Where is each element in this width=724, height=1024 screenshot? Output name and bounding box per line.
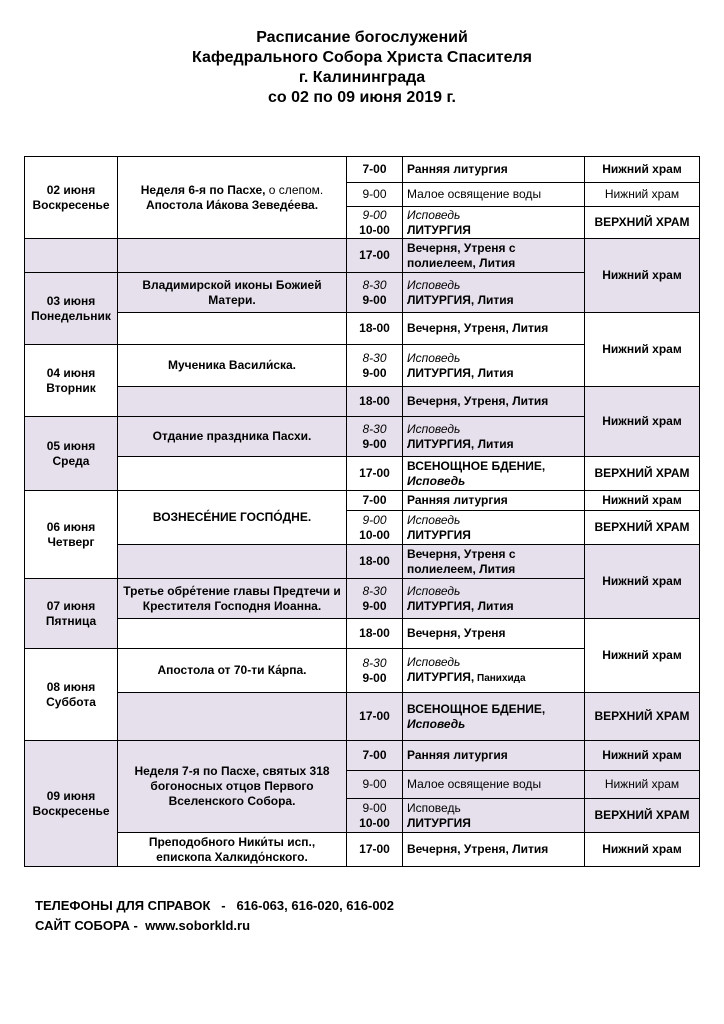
feast-cell: Владимирской иконы Божией Матери.	[118, 273, 347, 313]
table-row	[25, 457, 700, 491]
service-cell: ВСЕНОЩНОЕ БДЕНИЕ, Исповедь	[403, 457, 585, 491]
phones-label: ТЕЛЕФОНЫ ДЛЯ СПРАВОК -	[35, 898, 237, 913]
day-weekday: Вторник	[46, 380, 96, 395]
place-cell: Нижний храм	[585, 313, 700, 387]
site-label: САЙТ СОБОРА -	[35, 918, 146, 933]
day-cell	[25, 579, 118, 649]
time-cell: 9-00 10-00	[347, 511, 403, 545]
time-cell: 17-00	[347, 457, 403, 491]
page-title	[0, 28, 724, 108]
service-cell: Вечерня, Утреня	[403, 619, 585, 649]
place-cell: Нижний храм	[585, 545, 700, 619]
day-weekday: Четверг	[47, 534, 95, 549]
day-date: 09 июня	[46, 788, 96, 803]
service-cell: Исповедь ЛИТУРГИЯ	[403, 799, 585, 833]
footer-contacts	[35, 896, 394, 936]
day-date: 04 июня	[46, 365, 96, 380]
table-row	[25, 693, 700, 741]
day-cell	[25, 345, 118, 417]
time-cell: 7-00	[347, 157, 403, 183]
table-row	[25, 619, 700, 649]
day-cell	[25, 491, 118, 579]
place-cell: ВЕРХНИЙ ХРАМ	[585, 207, 700, 239]
day-weekday: Пятница	[45, 613, 97, 628]
place-cell: Нижний храм	[585, 157, 700, 183]
site-line	[35, 916, 394, 936]
service-cell: Ранняя литургия	[403, 157, 585, 183]
day-date: 06 июня	[46, 519, 96, 534]
day-date: 07 июня	[46, 598, 96, 613]
title-line-3: г. Калининграда	[298, 69, 426, 86]
table-row	[25, 387, 700, 417]
time-cell: 9-00 10-00	[347, 799, 403, 833]
title-line-1: Расписание богослужений	[256, 29, 468, 46]
title-line-4: со 02 по 09 июня 2019 г.	[268, 89, 456, 106]
schedule-table	[24, 156, 700, 867]
place-cell: ВЕРХНИЙ ХРАМ	[585, 457, 700, 491]
table-row	[25, 491, 700, 511]
day-date: 02 июня	[46, 182, 96, 197]
time-cell: 18-00	[347, 387, 403, 417]
time-cell: 7-00	[347, 491, 403, 511]
time-cell: 9-00	[362, 187, 387, 201]
feast-cell: Апостола от 70-ти Ка́рпа.	[118, 649, 347, 693]
service-cell: Малое освящение воды	[403, 183, 585, 207]
phones-line	[35, 896, 394, 916]
day-weekday: Среда	[52, 453, 90, 468]
feast-text: о слепом.	[265, 182, 324, 197]
service-cell: Исповедь ЛИТУРГИЯ	[403, 207, 585, 239]
day-cell	[25, 273, 118, 345]
day-date: 03 июня	[46, 293, 96, 308]
time-cell: 18-00	[347, 545, 403, 579]
time-cell: 17-00	[347, 693, 403, 741]
feast-cell: Преподобного Ники́ты исп., епископа Халкидо́нского.	[118, 833, 347, 867]
feast-cell: Неделя 7-я по Пасхе, святых 318 богоносных отцов Первого Вселенского Собора.	[118, 741, 347, 833]
service-cell: Вечерня, Утреня, Лития	[403, 833, 585, 867]
day-cell	[25, 157, 118, 239]
table-row	[25, 833, 700, 867]
time-cell: 8-30 9-00	[347, 417, 403, 457]
time-cell: 8-30 9-00	[347, 273, 403, 313]
service-cell: Исповедь ЛИТУРГИЯ, Лития	[403, 579, 585, 619]
service-cell: Вечерня, Утреня с полиелеем, Лития	[403, 545, 585, 579]
day-weekday: Воскресенье	[32, 197, 110, 212]
service-cell: Малое освящение воды	[403, 771, 585, 799]
place-cell: Нижний храм	[585, 387, 700, 457]
place-cell: Нижний храм	[604, 187, 680, 201]
table-row	[25, 157, 700, 183]
place-cell: Нижний храм	[585, 491, 700, 511]
place-cell: Нижний храм	[585, 619, 700, 693]
place-cell: Нижний храм	[585, 239, 700, 313]
service-cell: Исповедь ЛИТУРГИЯ, Панихида	[403, 649, 585, 693]
place-cell: ВЕРХНИЙ ХРАМ	[585, 511, 700, 545]
service-cell: Вечерня, Утреня с полиелеем, Лития	[403, 239, 585, 273]
table-row	[25, 239, 700, 273]
service-cell: Исповедь ЛИТУРГИЯ, Лития	[403, 345, 585, 387]
feast-cell: ВОЗНЕСЕ́НИЕ ГОСПО́ДНЕ.	[118, 491, 347, 545]
time-cell: 18-00	[347, 619, 403, 649]
service-cell: ВСЕНОЩНОЕ БДЕНИЕ, Исповедь	[403, 693, 585, 741]
table-row	[25, 313, 700, 345]
time-cell: 8-30 9-00	[347, 579, 403, 619]
feast-cell: Отдание праздника Пасхи.	[118, 417, 347, 457]
day-weekday: Суббота	[46, 694, 96, 709]
feast-cell: Мученика Васили́ска.	[118, 345, 347, 387]
site-link[interactable]: www.soborkld.ru	[145, 918, 251, 933]
feast-text: Апостола Иа́кова Зеведе́ева.	[145, 197, 319, 212]
day-weekday: Понедельник	[31, 308, 111, 323]
feast-cell: Третье обре́тение главы Предтечи и Крестителя Господня Иоанна.	[118, 579, 347, 619]
feast-cell	[118, 157, 347, 239]
day-weekday: Воскресенье	[32, 803, 110, 818]
time-cell: 9-00 10-00	[347, 207, 403, 239]
title-line-2: Кафедрального Собора Христа Спасителя	[191, 49, 533, 66]
phones-value: 616-063, 616-020, 616-002	[236, 898, 395, 913]
service-cell: Исповедь ЛИТУРГИЯ	[403, 511, 585, 545]
time-cell: 9-00	[362, 777, 387, 791]
place-cell: Нижний храм	[585, 833, 700, 867]
time-cell: 7-00	[347, 741, 403, 771]
day-cell	[25, 741, 118, 867]
service-cell: Исповедь ЛИТУРГИЯ, Лития	[403, 417, 585, 457]
service-cell: Вечерня, Утреня, Лития	[403, 313, 585, 345]
time-cell: 17-00	[347, 239, 403, 273]
day-date: 08 июня	[46, 679, 96, 694]
time-cell: 18-00	[347, 313, 403, 345]
table-row	[25, 545, 700, 579]
place-cell: ВЕРХНИЙ ХРАМ	[585, 799, 700, 833]
feast-text: Неделя 6-я по Пасхе,	[140, 182, 266, 197]
place-cell: Нижний храм	[604, 777, 680, 791]
table-row	[25, 741, 700, 771]
place-cell: Нижний храм	[585, 741, 700, 771]
day-cell	[25, 649, 118, 741]
day-date: 05 июня	[46, 438, 96, 453]
time-cell: 8-30 9-00	[347, 649, 403, 693]
time-cell: 8-30 9-00	[347, 345, 403, 387]
service-cell: Вечерня, Утреня, Лития	[403, 387, 585, 417]
service-cell: Ранняя литургия	[403, 741, 585, 771]
service-cell: Исповедь ЛИТУРГИЯ, Лития	[403, 273, 585, 313]
time-cell: 17-00	[347, 833, 403, 867]
day-cell	[25, 417, 118, 491]
place-cell: ВЕРХНИЙ ХРАМ	[585, 693, 700, 741]
service-cell: Ранняя литургия	[403, 491, 585, 511]
